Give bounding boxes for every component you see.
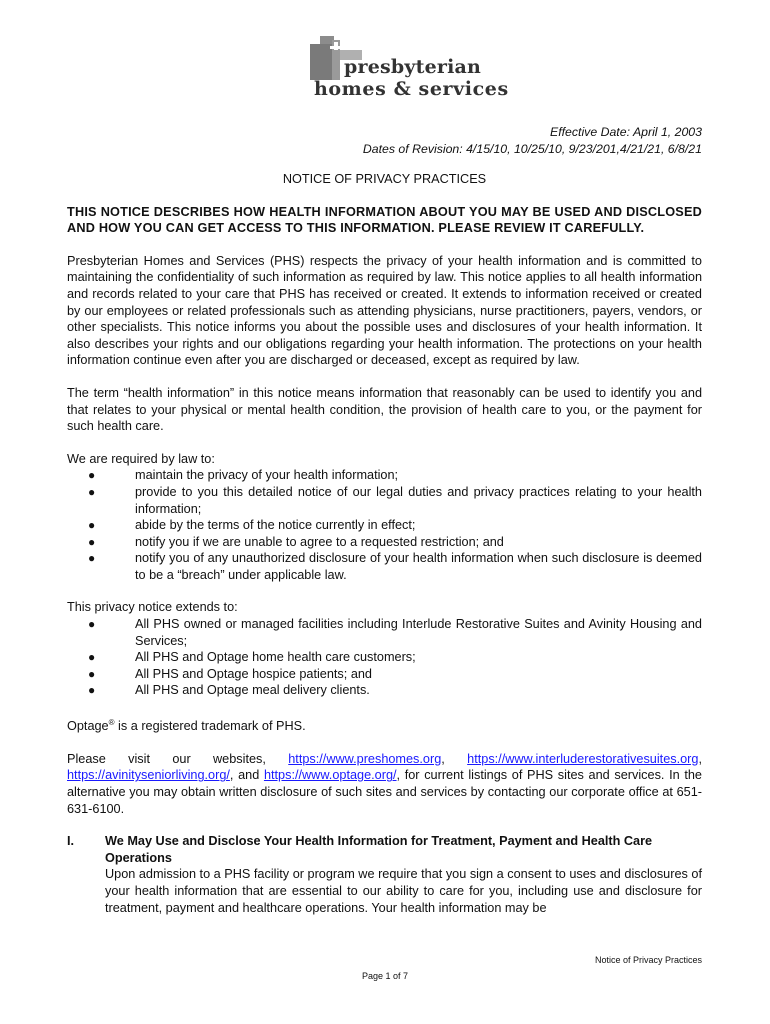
extends-lead: This privacy notice extends to: — [67, 600, 238, 615]
revision-dates: Dates of Revision: 4/15/10, 10/25/10, 9/23/201,4/21/21, 6/8/21 — [362, 142, 702, 156]
bullet-icon: ● — [88, 617, 96, 632]
list-item: ● maintain the privacy of your health information; — [88, 468, 399, 483]
phs-logo — [308, 36, 509, 102]
registered-mark: ® — [108, 718, 115, 728]
required-list — [67, 467, 702, 583]
websites-paragraph: Please visit our websites, https://www.preshomes.org, https://www.interluderestorativesuites.org, https://avinityseniorliving.org/, and https://www.optage.org/, for current listings of PHS sites and services. In the alternative you may obtain written disclosure of such sites and services by contacting our corporate office at 651-631-6100. — [67, 751, 702, 816]
logo-line-homes-services: homes & services — [314, 78, 509, 100]
footer-doc-name: Notice of Privacy Practices — [594, 955, 702, 965]
bullet-icon: ● — [88, 683, 96, 698]
effective-date: Effective Date: April 1, 2003 — [550, 125, 702, 139]
list-item: ● notify you if we are unable to agree to a requested restriction; and — [88, 534, 504, 549]
section-1 — [67, 833, 702, 916]
bullet-icon: ● — [88, 468, 96, 483]
bullet-icon: ● — [88, 650, 96, 665]
optage-link[interactable]: https://www.optage.org/ — [263, 768, 397, 783]
list-item: ● notify you of any unauthorized disclosure of your health information when such disclosure is deemed to be a “breach” under applicable law. — [88, 551, 702, 582]
bullet-icon: ● — [88, 518, 96, 533]
avinity-link[interactable]: https://avinityseniorliving.org/ — [67, 768, 230, 783]
interlude-link[interactable]: https://www.interluderestorativesuites.org — [467, 751, 699, 766]
required-lead: We are required by law to: — [67, 451, 215, 466]
preshomes-link[interactable]: https://www.preshomes.org — [288, 751, 442, 766]
list-item: ● All PHS and Optage home health care customers; — [88, 650, 416, 665]
footer-page-number: Page 1 of 7 — [361, 971, 409, 981]
logo-line-presbyterian: presbyterian — [344, 56, 482, 78]
bullet-icon: ● — [88, 484, 96, 499]
list-item: ● provide to you this detailed notice of our legal duties and privacy practices relating to your health information; — [88, 484, 702, 516]
bullet-icon: ● — [88, 666, 96, 681]
extends-list — [67, 616, 702, 699]
list-item: ● All PHS owned or managed facilities including Interlude Restorative Suites and Avinity Housing and Services; — [88, 617, 702, 648]
document-body — [67, 171, 702, 916]
trademark-note: Optage® is a registered trademark of PHS. — [67, 718, 306, 734]
notice-title: NOTICE OF PRIVACY PRACTICES — [282, 172, 487, 186]
section-title: We May Use and Disclose Your Health Information for Treatment, Payment and Health Care Operations — [105, 834, 653, 865]
bullet-icon: ● — [88, 551, 96, 566]
bullet-icon: ● — [88, 534, 96, 549]
term-paragraph: The term “health information” in this notice means information that reasonably can be used to identify you and that relates to your physical or mental health condition, the provision of health care to you, or the payment for such health care. — [67, 385, 702, 434]
section-number: I. — [67, 834, 75, 849]
list-item: ● All PHS and Optage meal delivery clients. — [88, 683, 370, 698]
caps-notice: THIS NOTICE DESCRIBES HOW HEALTH INFORMATION ABOUT YOU MAY BE USED AND DISCLOSED AND HOW YOU CAN GET ACCESS TO THIS INFORMATION. PLEASE REVIEW IT CAREFULLY. — [67, 204, 702, 236]
effective-date-block — [363, 124, 702, 158]
section-body: Upon admission to a PHS facility or program we require that you sign a consent to uses and disclosures of your health information that are essential to our ability to care for you, including use and disclosure for treatment, payment and healthcare operations. Your health information may be — [105, 867, 702, 915]
list-item: ● abide by the terms of the notice currently in effect; — [88, 518, 416, 533]
intro-paragraph: Presbyterian Homes and Services (PHS) respects the privacy of your health information and is committed to maintaining the confidentiality of such information as required by law. This notice applies to all health information and records related to your care that PHS has received or created. It extends to information received or created by our employees or related professionals such as attending physicians, nurse practitioners, payers, vendors, or other specialists. This notice informs you about the possible uses and disclosures of your health information. It also describes your rights and our obligations regarding your health information. The protections on your health information continue even after you are discharged or deceased, except as required by law. — [67, 253, 702, 368]
list-item: ● All PHS and Optage hospice patients; and — [88, 666, 372, 681]
